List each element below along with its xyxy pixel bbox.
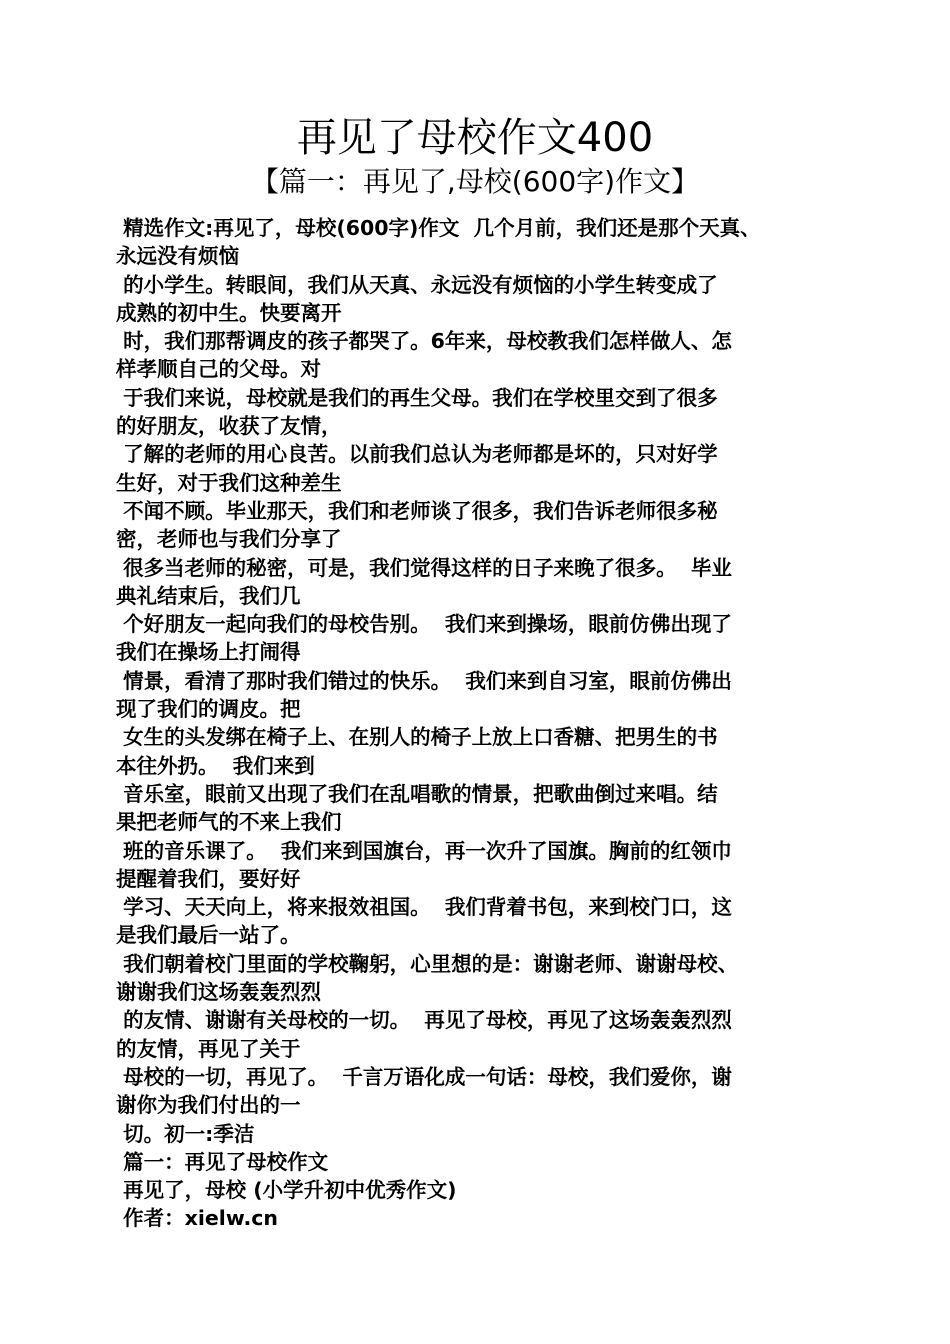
body-line: 篇一：再见了母校作文 [116,1149,329,1174]
body-line: 于我们来说，母校就是我们的再生父母。我们在学校里交到了很多 [116,385,718,410]
body-line: 的友情，再见了关于 [116,1036,301,1061]
body-line: 密，老师也与我们分享了 [116,527,342,552]
body-line: 典礼结束后，我们几 [116,583,301,608]
body-line: 女生的头发绑在椅子上、在别人的椅子上放上口香糖、把男生的书 [116,725,718,750]
document-body [116,214,836,1233]
body-line: 成熟的初中生。快要离开 [116,300,342,325]
body-line: 个好朋友一起向我们的母校告别。 我们来到操场，眼前仿佛出现了 [116,612,732,637]
document-title: 再见了母校作文400 [296,115,654,161]
body-line: 本往外扔。 我们来到 [116,753,315,778]
body-line: 不闻不顾。毕业那天，我们和老师谈了很多，我们告诉老师很多秘 [116,498,718,523]
body-line: 情景，看清了那时我们错过的快乐。 我们来到自习室，眼前仿佛出 [116,668,732,693]
body-line: 的友情、谢谢有关母校的一切。 再见了母校，再见了这场轰轰烈烈 [116,1008,732,1033]
body-line: 学习、天天向上，将来报效祖国。 我们背着书包，来到校门口，这 [116,895,732,920]
body-line: 班的音乐课了。 我们来到国旗台，再一次升了国旗。胸前的红领巾 [116,838,732,863]
body-line: 切。初一:季洁 [116,1121,255,1146]
body-line: 果把老师气的不来上我们 [116,810,342,835]
body-line: 现了我们的调皮。把 [116,697,301,722]
body-line: 的好朋友，收获了友情， [116,414,342,439]
body-line: 音乐室，眼前又出现了我们在乱唱歌的情景，把歌曲倒过来唱。结 [116,781,718,806]
body-line: 永远没有烦恼 [116,244,239,269]
body-line: 了解的老师的用心良苦。以前我们总认为老师都是坏的，只对好学 [116,442,718,467]
body-line: 我们在操场上打闹得 [116,640,301,665]
document-subtitle: 【篇一：再见了,母校(600字)作文】 [250,165,700,198]
body-line: 很多当老师的秘密，可是，我们觉得这样的日子来晚了很多。 毕业 [116,555,732,580]
body-line: 样孝顺自己的父母。对 [116,357,321,382]
body-line: 的小学生。转眼间，我们从天真、永远没有烦恼的小学生转变成了 [116,272,718,297]
body-line: 提醒着我们，要好好 [116,866,301,891]
body-line: 是我们最后一站了。 [116,923,301,948]
body-line: 谢你为我们付出的一 [116,1093,301,1118]
body-line: 时，我们那帮调皮的孩子都哭了。6年来，母校教我们怎样做人、怎 [116,329,732,354]
body-line: 作者：xielw.cn [116,1206,278,1231]
body-line: 我们朝着校门里面的学校鞠躬，心里想的是：谢谢老师、谢谢母校、 [116,951,739,976]
body-line: 精选作文:再见了，母校(600字)作文 几个月前，我们还是那个天真、 [116,216,761,240]
body-line: 母校的一切，再见了。 千言万语化成一句话：母校，我们爱你，谢 [116,1064,732,1089]
body-line: 再见了，母校 (小学升初中优秀作文) [116,1178,457,1203]
body-line: 生好，对于我们这种差生 [116,470,342,495]
body-line: 谢谢我们这场轰轰烈烈 [116,980,321,1005]
